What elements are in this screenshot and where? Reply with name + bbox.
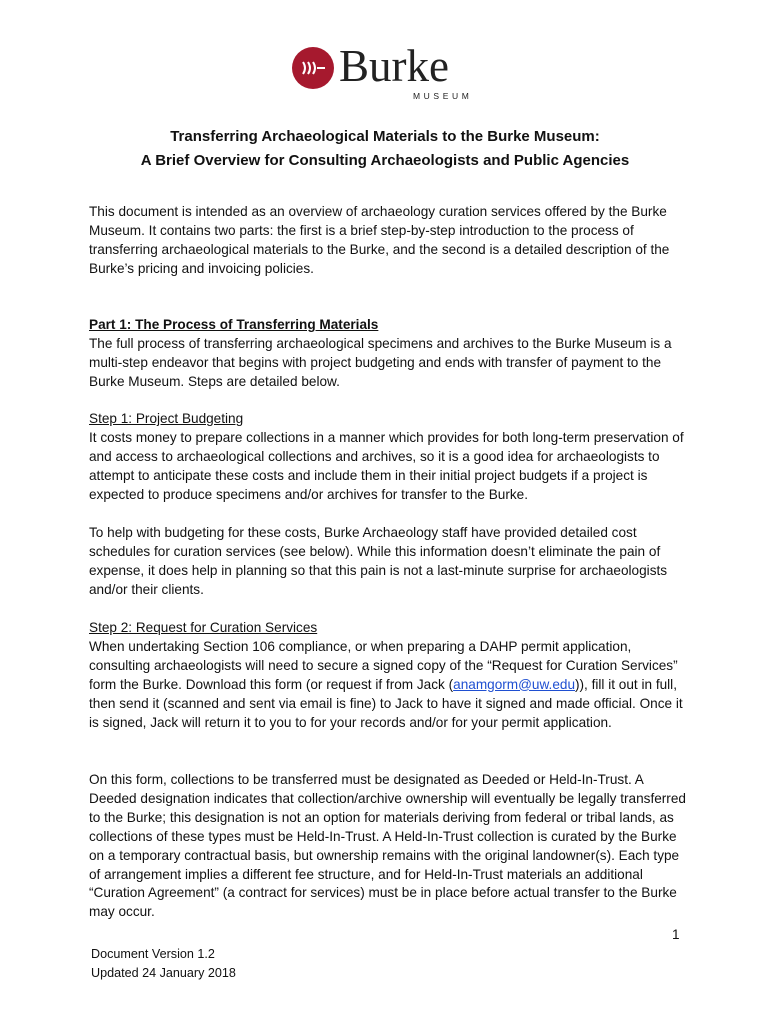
budget-paragraph: To help with budgeting for these costs, Burke Archaeology staff have provided detailed cost schedules for curation services (see below). While this information doesn’t eliminate the pain of expense, it does help in planning so that this pain is not a last-minute surprise for archaeologists and/or their clients. [89,525,668,597]
intro-paragraph: This document is intended as an overview of archaeology curation services offered by the Burke Museum. It contains two parts: the first is a brief step-by-step introduction to the process of transferring archaeological materials to the Burke, and the second is a detailed description of the Burke’s pricing and invoicing policies. [89,204,670,276]
document-footer [91,945,236,982]
step1-text: It costs money to prepare collections in a manner which provides for both long-term preservation of and access to archaeological collections and archives, so it is a good idea for archaeologists to attempt to anticipate these costs and include them in their initial project budgets if a project is expected to produce specimens and/or archives for transfer to the Burke. [89,429,684,502]
step2-text [89,638,689,733]
footer-updated: Updated 24 January 2018 [91,965,236,980]
step2-text-after: )), fill it out in full, then send it (scanned and sent via email is fine) to Jack to have it signed and made official. Once it is signed, Jack will return it to you to for your records and/or for your permit application. [89,676,683,730]
designation-paragraph: On this form, collections to be transferred must be designated as Deeded or Held-In-Trust. A Deeded designation indicates that collection/archive ownership will eventually be legally transferred to the Burke; this designation is not an option for materials deriving from federal or tribal lands, as collections of these types must be Held-In-Trust. A Held-In-Trust collection is curated by the Burke on a temporary contractual basis, but ownership remains with the original landowner(s). Each type of arrangement implies a different fee structure, and for Held-In-Trust materials an additional “Curation Agreement” (a contract for services) must be in place before actual transfer to the Burke may occur. [89,772,686,920]
document-title [0,125,770,173]
part1-text: The full process of transferring archaeological specimens and archives to the Burke Museum is a multi-step endeavor that begins with project budgeting and ends with transfer of payment to the Burke Museum. Steps are detailed below. [89,335,672,389]
logo-subtitle: MUSEUM [413,91,473,101]
title-line-2: A Brief Overview for Consulting Archaeologists and Public Agencies [140,152,630,169]
page-number: 1 [672,927,680,942]
burke-museum-logo [292,41,482,104]
title-line-1: Transferring Archaeological Materials to the Burke Museum: [170,128,600,145]
part1-heading: Part 1: The Process of Transferring Materials [89,317,379,332]
step1-heading: Step 1: Project Budgeting [89,411,244,426]
step2-section [89,619,689,732]
email-link[interactable]: anamgorm@uw.edu [453,676,575,692]
step2-heading: Step 2: Request for Curation Services [89,620,318,635]
step2-text-before: When undertaking Section 106 compliance, or when preparing a DAHP permit application, consulting archaeologists will need to secure a signed copy of the “Request for Curation Services” form the Burke. Download this form (or request if from Jack ( [89,638,678,692]
footer-version: Document Version 1.2 [91,947,215,961]
logo-wordmark: Burke [339,41,449,91]
wave-lines-icon [292,47,334,89]
step1-section [89,410,689,505]
logo-emblem [292,47,334,89]
part1-section [89,316,689,392]
